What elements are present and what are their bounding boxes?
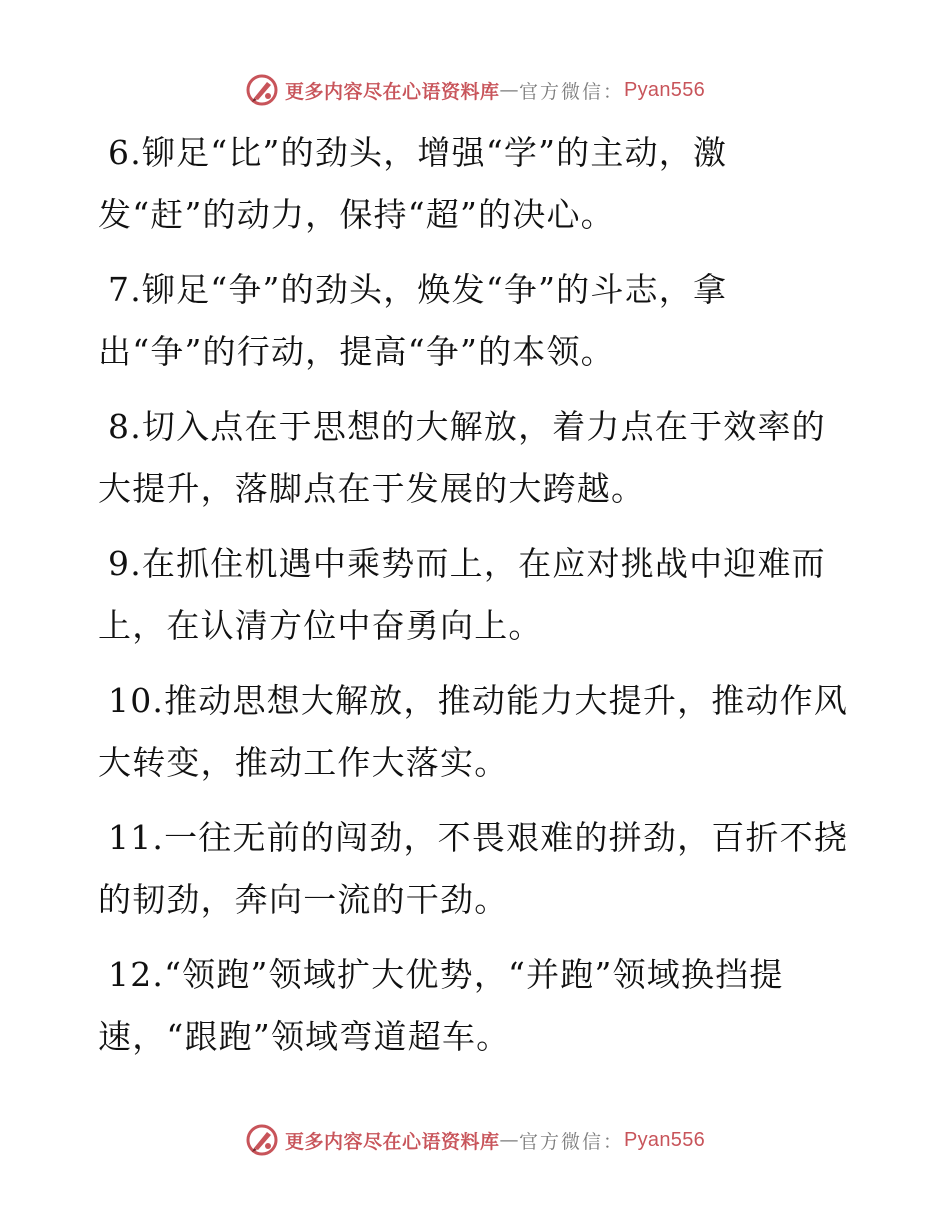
item-line: 大转变，推动工作大落实。 <box>98 743 509 782</box>
pen-logo-icon <box>245 1123 279 1157</box>
watermark-official-label: 官方微信： <box>518 80 624 103</box>
header-watermark <box>0 70 950 110</box>
list-item <box>98 807 848 931</box>
list-item <box>98 670 848 794</box>
list-item <box>98 396 848 520</box>
item-line: 11.一往无前的闯劲，不畏艰难的拼劲，百折不挠 <box>108 818 849 857</box>
list-item <box>98 533 848 657</box>
item-line: 发“赶”的动力，保持“超”的决心。 <box>98 195 615 234</box>
watermark-wechat-id: Pyan556 <box>623 78 706 101</box>
document-body <box>98 122 848 1081</box>
footer-watermark <box>0 1120 950 1160</box>
list-item <box>98 944 848 1068</box>
list-item <box>98 259 848 383</box>
pen-logo-icon <box>245 73 279 107</box>
watermark-dash: — <box>499 79 519 101</box>
item-line: 出“争”的行动，提高“争”的本领。 <box>98 332 615 371</box>
watermark-text: 更多内容尽在心语资料库 <box>284 80 500 103</box>
item-line: 速，“跟跑”领域弯道超车。 <box>98 1017 511 1056</box>
item-line: 12.“领跑”领域扩大优势，“并跑”领域换挡提 <box>108 955 784 994</box>
item-line: 7.铆足“争”的劲头，焕发“争”的斗志，拿 <box>108 270 728 309</box>
item-line: 上，在认清方位中奋勇向上。 <box>98 606 543 645</box>
watermark-text: 更多内容尽在心语资料库 <box>284 1130 500 1153</box>
watermark-official-label: 官方微信： <box>518 1130 624 1153</box>
item-line: 8.切入点在于思想的大解放，着力点在于效率的 <box>108 407 826 446</box>
watermark-dash: — <box>499 1129 519 1151</box>
item-line: 的韧劲，奔向一流的干劲。 <box>98 880 509 919</box>
item-line: 10.推动思想大解放，推动能力大提升，推动作风 <box>108 681 849 720</box>
watermark-wechat-id: Pyan556 <box>623 1128 706 1151</box>
item-line: 大提升，落脚点在于发展的大跨越。 <box>98 469 646 508</box>
item-line: 6.铆足“比”的劲头，增强“学”的主动，激 <box>108 133 728 172</box>
list-item <box>98 122 848 246</box>
item-line: 9.在抓住机遇中乘势而上，在应对挑战中迎难而 <box>108 544 826 583</box>
